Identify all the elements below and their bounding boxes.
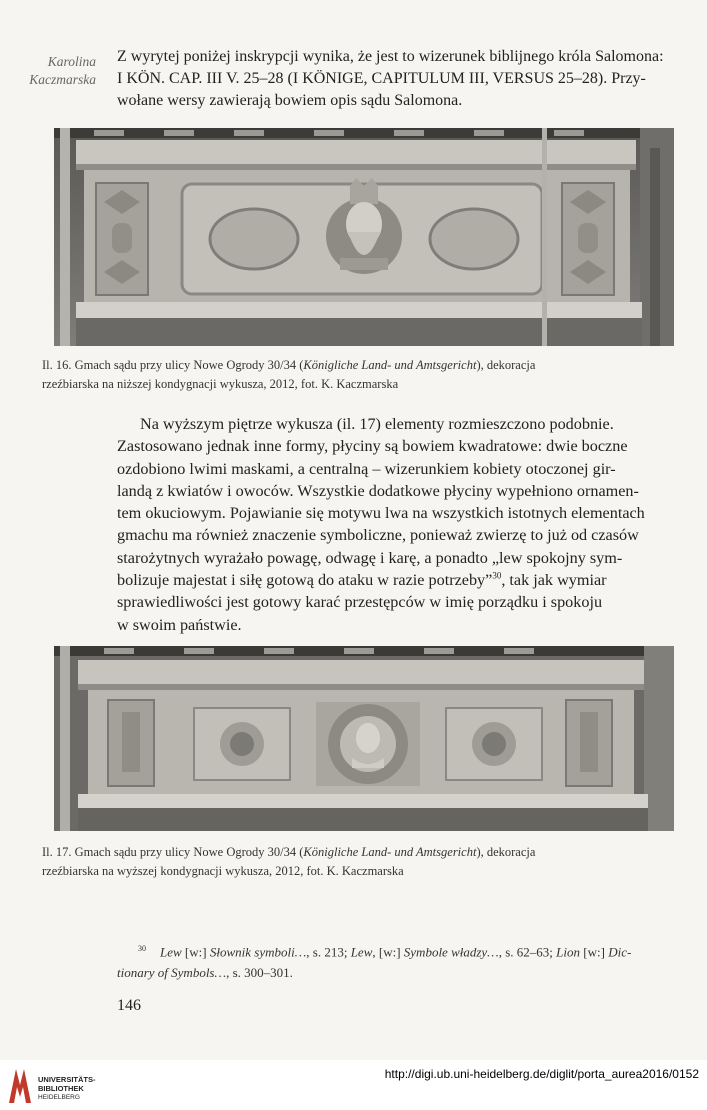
footnote-italic: Symbole władzy… [403,944,499,960]
caption-text: Il. 16. Gmach sądu przy ulicy Nowe Ogrody 30/34 ( [42,358,304,372]
figure-16-caption [42,356,662,394]
body-line: landą z kwiatów i owoców. Wszystkie dodatkowe płyciny wypełniono ornamen- [117,481,639,500]
intro-paragraph [117,46,677,112]
figure-16-photo [54,128,674,346]
body-line: Na wyższym piętrze wykusza (il. 17) elementy rozmieszczono podobnie. [140,415,614,433]
intro-line: wołane wersy zawierają bowiem opis sądu Salomona. [117,92,463,109]
body-paragraph [117,413,677,636]
page-url-link[interactable]: http://digi.ub.uni-heidelberg.de/diglit/porta_aurea2016/0152 [384,1067,699,1081]
footnote-text: [w:] [181,944,210,960]
caption-line: rzeźbiarska na niższej kondygnacji wykusza, 2012, fot. K. Kaczmarska [42,377,399,391]
footnote-number: 30 [138,944,146,953]
footnote-30 [117,938,677,983]
body-text: bolizuje majestat i siłę gotową do ataku w razie potrzeby” [117,571,493,590]
author-first-name: Karolina [47,54,96,69]
caption-line [42,356,662,375]
logo-wordmark [38,1075,96,1102]
running-head-author [20,53,96,89]
body-line: starożytnych wyrażało powagę, odwagę i karę, a ponadto „lew spokojny sym- [117,548,623,567]
frieze-lower-illustration [54,128,674,346]
footnote-italic: Lew [160,944,182,960]
figure-17-photo [54,646,674,831]
page-number: 146 [117,997,141,1014]
footnote-italic: Słownik symboli… [209,944,307,960]
body-line: sprawiedliwości jest gotowy karać przestępców w imię porządku i spokoju [117,593,603,612]
library-seal-icon [6,1065,34,1105]
caption-text: ), dekoracja [476,845,536,859]
intro-line: I KÖN. CAP. III V. 25–28 (I KÖNIGE, CAPITULUM III, VERSUS 25–28). Przy- [117,70,646,87]
footnote-text: [w:] [580,944,609,960]
body-line: tem okuciowym. Pojawianie się motywu lwa na wszystkich istotnych elementach [117,504,645,523]
body-line: gmachu ma również znaczenie symboliczne, ponieważ zwierzę to już od czasów [117,526,639,545]
viewer-footer [0,1060,707,1110]
caption-italic-title: Königliche Land- und Amtsgericht [303,358,477,372]
caption-line [42,843,662,862]
intro-line: Z wyrytej poniżej inskrypcji wynika, że jest to wizerunek biblijnego króla Salomona: [117,48,664,65]
footnote-italic: Lion [556,944,581,960]
body-text: , tak jak wymiar [501,571,607,590]
body-line [117,569,677,591]
footnote-line [117,938,677,962]
author-last-name: Kaczmarska [29,72,96,87]
logo-line: HEIDELBERG [38,1094,80,1101]
frieze-upper-illustration [54,646,674,831]
figure-17-caption [42,843,662,881]
footnote-text: , s. 213; [306,944,351,960]
footnote-text: , [w:] [372,944,404,960]
body-line: Zastosowano jednak inne formy, płyciny są bowiem kwadratowe: dwie boczne [117,437,628,456]
footnote-line [117,962,677,983]
caption-text: Il. 17. Gmach sądu przy ulicy Nowe Ogrody 30/34 ( [42,845,304,859]
footnote-text: , s. 300–301. [226,965,293,981]
body-line: ozdobiono lwimi maskami, a centralną – wizerunkiem kobiety otoczonej gir- [117,459,616,478]
logo-line: BIBLIOTHEK [38,1084,84,1093]
university-library-logo[interactable] [6,1065,96,1105]
caption-italic-title: Königliche Land- und Amtsgericht [303,845,477,859]
logo-line: UNIVERSITÄTS- [38,1075,96,1084]
caption-line: rzeźbiarska na wyższej kondygnacji wykusza, 2012, fot. K. Kaczmarska [42,864,404,878]
footnote-italic: tionary of Symbols… [117,965,227,981]
body-line: w swoim państwie. [117,615,242,634]
footnote-reference[interactable]: 30 [492,570,502,581]
footnote-text: , s. 62–63; [498,944,557,960]
caption-text: ), dekoracja [476,358,536,372]
footnote-italic: Lew [350,944,373,960]
footnote-italic: Dic- [608,944,632,960]
